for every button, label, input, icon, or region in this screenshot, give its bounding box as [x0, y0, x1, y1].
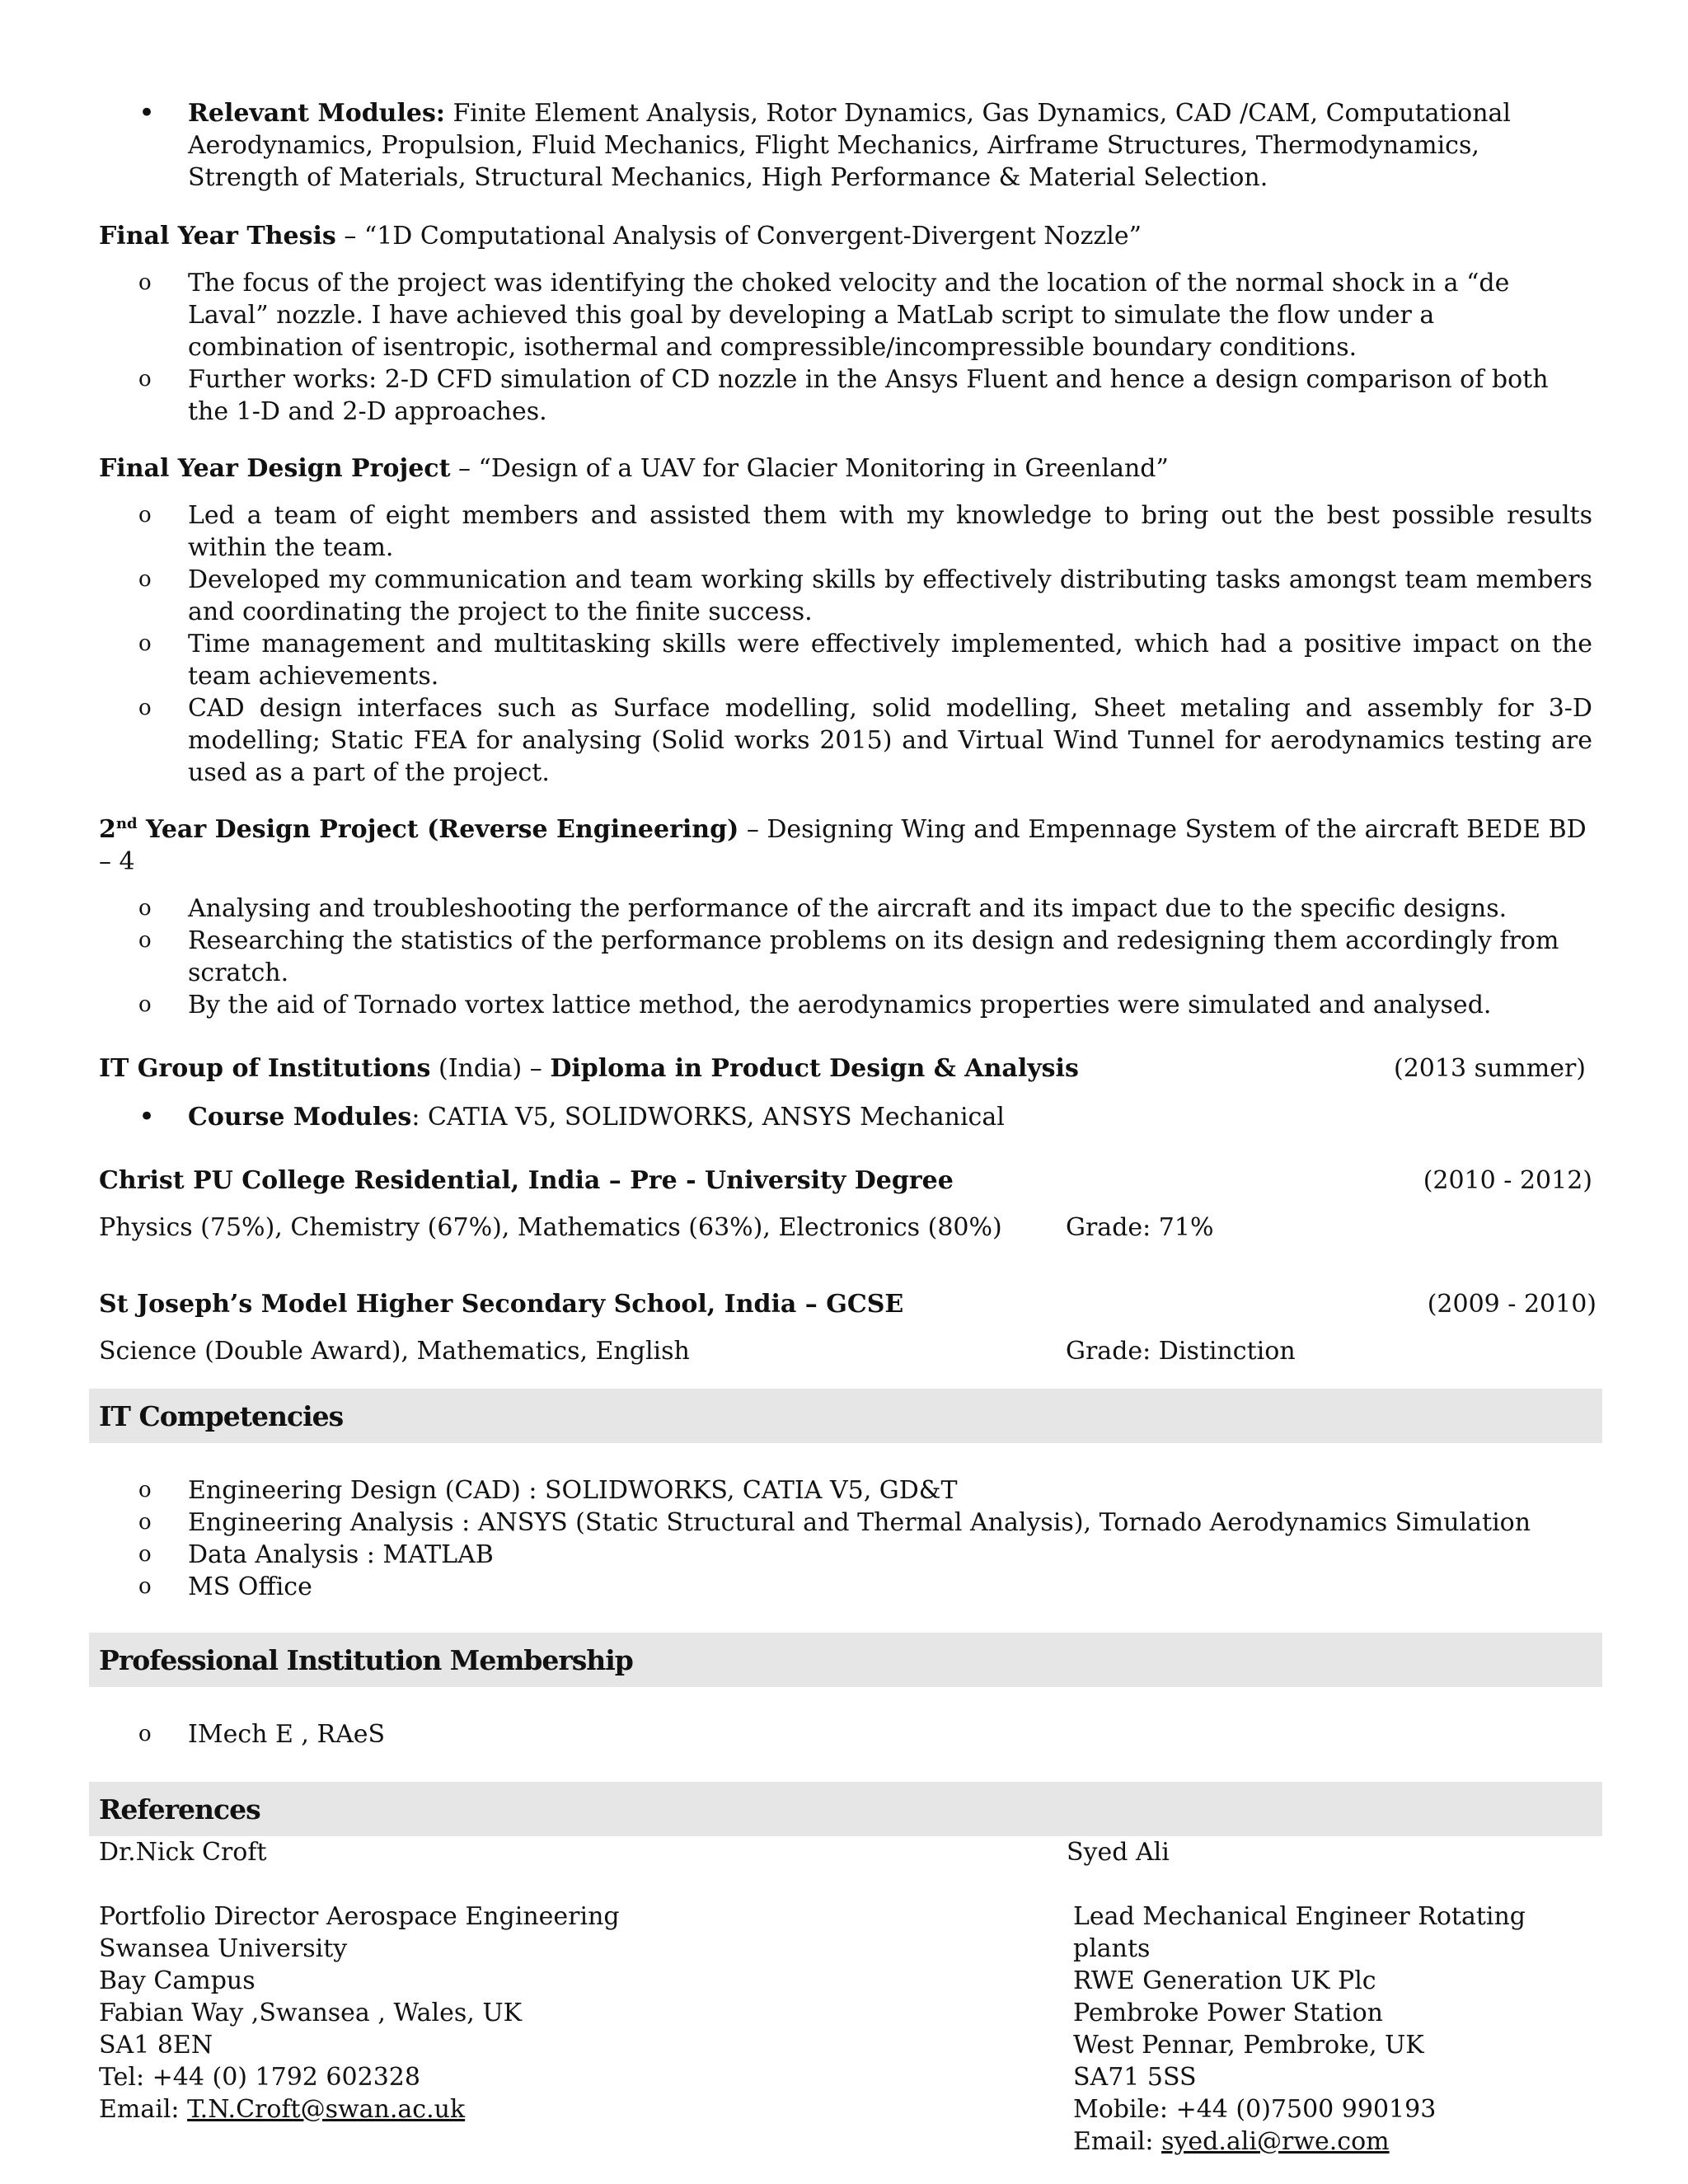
bullet-icon: •: [138, 96, 156, 129]
reference-left: Dr.Nick Croft Portfolio Director Aerospace Engineering Swansea University Bay Campus Fabian Way ,Swansea , Wales, UK SA1 8EN Tel: +44 (0) 1792 602328 Email: T.N.Croft@swan.ac.uk: [99, 1836, 1073, 2158]
stjoseph-heading: [99, 1288, 1597, 1320]
design-project-heading: [99, 452, 1592, 485]
circle-bullet-icon: o: [138, 1574, 152, 1599]
circle-bullet-icon: o: [138, 1510, 152, 1535]
christ-title: Christ PU College Residential, India – Pre - University Degree: [99, 1166, 954, 1195]
ref-right-email-link[interactable]: syed.ali@rwe.com: [1161, 2127, 1390, 2156]
year2-project-heading: [99, 813, 1592, 878]
ref-right-org: RWE Generation UK Plc: [1073, 1966, 1376, 1995]
membership-item-0: IMech E , RAeS: [188, 1720, 386, 1749]
design-item-0: Led a team of eight members and assisted them with my knowledge to bring out the best possible results within the team.: [188, 501, 1592, 562]
stjoseph-title: St Joseph’s Model Higher Secondary School, India – GCSE: [99, 1290, 904, 1319]
relevant-modules-item: [99, 97, 1592, 194]
ref-right-phone: Mobile: +44 (0)7500 990193: [1073, 2095, 1437, 2124]
ref-right-addr1: Pembroke Power Station: [1073, 1999, 1383, 2027]
relevant-modules-text: Finite Element Analysis, Rotor Dynamics, Gas Dynamics, CAD /CAM, Computational Aerodynamics, Propulsion, Fluid Mechanics, Flight Mechanics, Airframe Structures, Thermodynamics, Strength of Materials, Structural Mechanics, High Performance & Material Selection.: [188, 99, 1512, 192]
ref-left-role: Portfolio Director Aerospace Engineering: [99, 1902, 620, 1931]
relevant-modules-label: Relevant Modules:: [188, 99, 445, 128]
design-project-subtitle: – “Design of a UAV for Glacier Monitoring in Greenland”: [450, 454, 1169, 483]
course-modules-label: Course Modules: [188, 1103, 412, 1132]
thesis-subtitle: – “1D Computational Analysis of Convergent-Divergent Nozzle”: [335, 222, 1142, 251]
design-project-title: Final Year Design Project: [99, 454, 451, 483]
it-comp-item-0: Engineering Design (CAD) : SOLIDWORKS, CATIA V5, GD&T: [188, 1476, 958, 1505]
ref-left-name: Dr.Nick Croft: [99, 1838, 267, 1867]
it-comp-item-3: MS Office: [188, 1572, 312, 1601]
list-item: [99, 499, 1592, 564]
ref-right-addr2: West Pennar, Pembroke, UK: [1073, 2031, 1424, 2060]
list-item: [99, 1474, 1592, 1507]
thesis-item-0: The focus of the project was identifying the choked velocity and the location of the normal shock in a “de Laval” nozzle. I have achieved this goal by developing a MatLab script to simulate the flow under a combination of isentropic, isothermal and compressible/incompressible boundary conditions.: [188, 269, 1510, 362]
year2-item-1: Researching the statistics of the performance problems on its design and redesigning them accordingly from scratch.: [188, 926, 1559, 987]
it-competencies-title: IT Competencies: [89, 1389, 1602, 1443]
it-comp-item-2: Data Analysis : MATLAB: [188, 1540, 494, 1569]
list-item: [99, 1539, 1592, 1571]
ref-left-addr1: Bay Campus: [99, 1966, 256, 1995]
circle-bullet-icon: o: [138, 631, 152, 656]
design-item-3: CAD design interfaces such as Surface modelling, solid modelling, Sheet metaling and assembly for 3-D modelling; Static FEA for analysing (Solid works 2015) and Virtual Wind Tunnel for aerodynamics testing are used as a part of the project.: [188, 694, 1592, 787]
it-group-location: (India): [430, 1054, 523, 1083]
stjoseph-details: [99, 1335, 1592, 1367]
reference-right: Syed Ali Lead Mechanical Engineer Rotating plants RWE Generation UK Plc Pembroke Power Station West Pennar, Pembroke, UK SA71 5SS Mobile: +44 (0)7500 990193 Email: syed.ali@rwe.com: [1073, 1836, 1592, 2158]
ref-right-role: Lead Mechanical Engineer Rotating plants: [1073, 1902, 1526, 1963]
circle-bullet-icon: o: [138, 367, 152, 391]
course-modules-text: : CATIA V5, SOLIDWORKS, ANSYS Mechanical: [411, 1103, 1005, 1132]
ref-left-org: Swansea University: [99, 1934, 348, 1963]
year2-item-2: By the aid of Tornado vortex lattice method, the aerodynamics properties were simulated and analysed.: [188, 991, 1492, 1019]
it-group-date: (2013 summer): [1394, 1054, 1586, 1083]
thesis-item-1: Further works: 2-D CFD simulation of CD nozzle in the Ansys Fluent and hence a design comparison of both the 1-D and 2-D approaches.: [188, 365, 1549, 426]
list-item: [99, 989, 1592, 1021]
membership-title: Professional Institution Membership: [89, 1633, 1602, 1687]
circle-bullet-icon: o: [138, 896, 152, 921]
design-item-1: Developed my communication and team working skills by effectively distributing tasks amongst team members and coordinating the project to the finite success.: [188, 565, 1592, 626]
resume-page: [99, 96, 1597, 2158]
circle-bullet-icon: o: [138, 1478, 152, 1502]
references-title: References: [89, 1782, 1602, 1836]
ref-right-name: Syed Ali: [1067, 1838, 1170, 1867]
course-modules-item: [99, 1101, 1592, 1133]
references-block: [99, 1836, 1592, 2158]
christ-details: [99, 1212, 1592, 1244]
list-item: [99, 1507, 1592, 1539]
list-item: [99, 564, 1592, 628]
ref-left-addr2: Fabian Way ,Swansea , Wales, UK: [99, 1999, 523, 2027]
ref-left-postcode: SA1 8EN: [99, 2031, 213, 2060]
stjoseph-subjects: Science (Double Award), Mathematics, English: [99, 1337, 690, 1366]
stjoseph-grade: Grade: Distinction: [1066, 1337, 1296, 1366]
list-item: [99, 692, 1592, 789]
ref-left-email-link[interactable]: T.N.Croft@swan.ac.uk: [187, 2095, 466, 2124]
circle-bullet-icon: o: [138, 270, 152, 295]
circle-bullet-icon: o: [138, 992, 152, 1017]
list-item: [99, 267, 1592, 363]
bullet-icon: •: [138, 1100, 156, 1133]
circle-bullet-icon: o: [138, 928, 152, 953]
circle-bullet-icon: o: [138, 1542, 152, 1567]
it-group-name: IT Group of Institutions: [99, 1054, 431, 1083]
thesis-title: Final Year Thesis: [99, 222, 336, 251]
ref-right-postcode: SA71 5SS: [1073, 2063, 1197, 2092]
list-item: [99, 925, 1592, 989]
christ-subjects: Physics (75%), Chemistry (67%), Mathematics (63%), Electronics (80%): [99, 1213, 1002, 1242]
it-comp-item-1: Engineering Analysis : ANSYS (Static Structural and Thermal Analysis), Tornado Aerodynamics Simulation: [188, 1508, 1531, 1537]
christ-heading: [99, 1165, 1592, 1197]
it-group-degree: Diploma in Product Design & Analysis: [550, 1054, 1079, 1083]
list-item: [99, 1718, 1592, 1750]
stjoseph-date: (2009 - 2010): [1427, 1290, 1597, 1319]
year2-title: 2nd Year Design Project (Reverse Engineering): [99, 815, 739, 844]
design-item-2: Time management and multitasking skills were effectively implemented, which had a positive impact on the team achievements.: [188, 630, 1592, 691]
ref-left-phone: Tel: +44 (0) 1792 602328: [99, 2063, 420, 2092]
list-item: [99, 1571, 1592, 1603]
circle-bullet-icon: o: [138, 696, 152, 720]
list-item: [99, 893, 1592, 925]
christ-grade: Grade: 71%: [1066, 1213, 1214, 1242]
thesis-heading: [99, 220, 1592, 252]
list-item: [99, 363, 1592, 428]
circle-bullet-icon: o: [138, 1722, 152, 1746]
list-item: [99, 628, 1592, 692]
christ-date: (2010 - 2012): [1423, 1166, 1592, 1195]
circle-bullet-icon: o: [138, 503, 152, 527]
year2-subtitle: – Designing Wing and Empennage System of the aircraft BEDE BD – 4: [99, 815, 1587, 876]
circle-bullet-icon: o: [138, 567, 152, 592]
it-group-heading: IT Group of Institutions (India) – Diploma in Product Design & Analysis (2013 summer): [99, 1054, 1586, 1083]
year2-item-0: Analysing and troubleshooting the performance of the aircraft and its impact due to the specific designs.: [188, 894, 1507, 923]
